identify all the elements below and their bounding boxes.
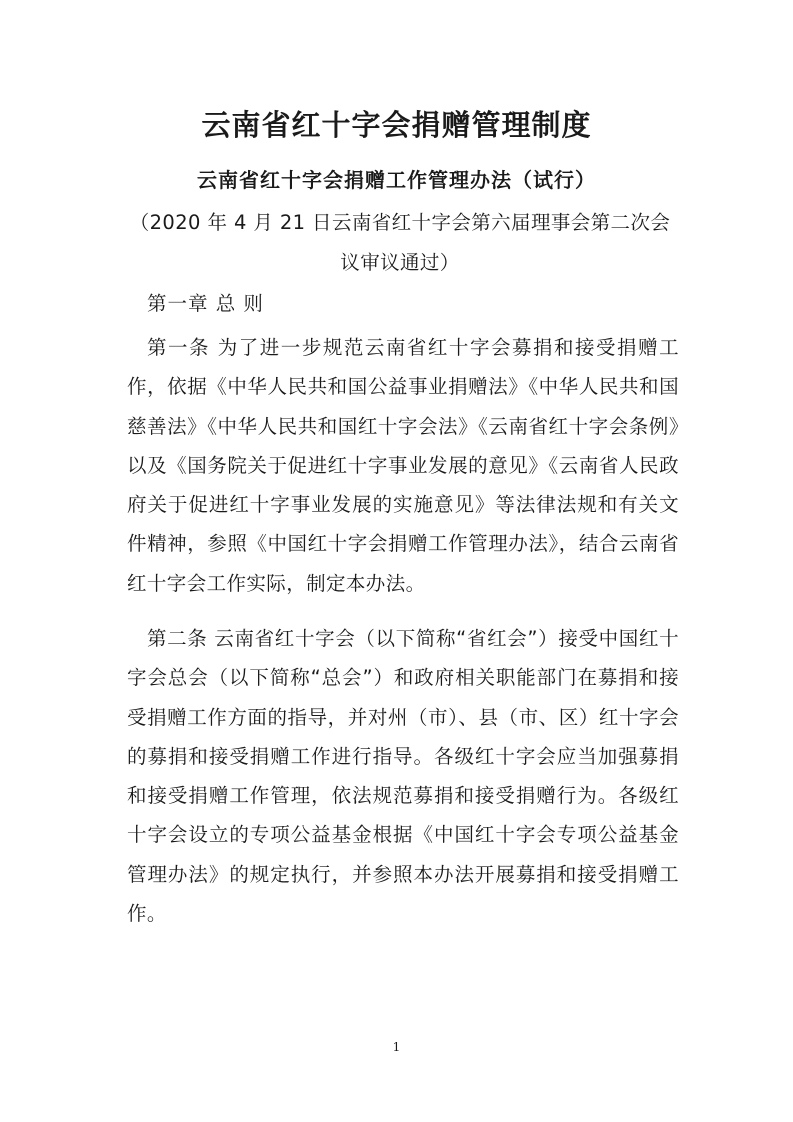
chapter-heading: 第一章 总 则 [147,292,264,315]
article-2-paragraph: 第二条 云南省红十字会（以下简称“省红会”）接受中国红十字会总会（以下简称“总会”）和政府相关职能部门在募捐和接受捐赠工作方面的指导，并对州（市）、县（市、区）红十字会的募捐和接受捐赠工作进行指导。各级红十字会应当加强募捐和接受捐赠工作管理，依法规范募捐和接受捐赠行为。各级红十字会设立的专项公益基金根据《中国红十字会专项公益基金管理办法》的规定执行，并参照本办法开展募捐和接受捐赠工作。 [127,627,679,926]
approval-note: （2020 年 4 月 21 日云南省红十字会第六届理事会第二次会议审议通过） [129,211,671,274]
article-1-paragraph: 第一条 为了进一步规范云南省红十字会募捐和接受捐赠工作，依据《中华人民共和国公益事业捐赠法》《中华人民共和国慈善法》《中华人民共和国红十字会法》《云南省红十字会条例》以及《国务院关于促进红十字事业发展的意见》《云南省人民政府关于促进红十字事业发展的实施意见》等法律法规和有关文件精神，参照《中国红十字会捐赠工作管理办法》，结合云南省红十字会工作实际，制定本办法。 [127,336,679,595]
document-title: 云南省红十字会捐赠管理制度 [201,108,592,142]
page-number: 1 [392,1040,401,1054]
document-subtitle: 云南省红十字会捐赠工作管理办法（试行） [197,168,596,192]
